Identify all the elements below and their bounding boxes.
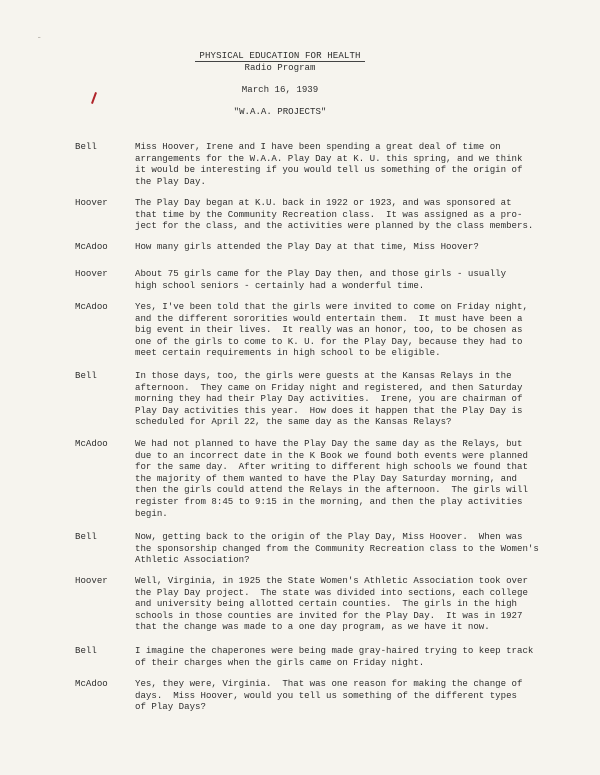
dialogue-line: the Play Day project. The state was divided into sections, each college: [135, 586, 528, 598]
speaker-name: McAdoo: [75, 438, 108, 449]
dialogue-line: schools in those counties are invited for the Play Day. It was in 1927: [135, 609, 523, 621]
speaker-name: McAdoo: [75, 241, 108, 252]
dialogue-line: morning they had their Play Day activities. Irene, you are chairman of: [135, 393, 523, 405]
dialogue-line: big event in their lives. It really was an honor, too, to be chosen as: [135, 324, 523, 336]
dialogue-line: that the change was made to a one day program, as we have it now.: [135, 621, 490, 633]
dialogue-line: one of the girls to come to K. U. for the Play Day, because they had to: [135, 335, 523, 347]
dialogue-line: The Play Day began at K.U. back in 1922 or 1923, and was sponsored at: [135, 197, 512, 208]
dialogue-line: begin.: [135, 507, 168, 519]
dialogue-line: I imagine the chaperones were being made gray-haired trying to keep track: [135, 645, 534, 656]
dialogue-line: register from 8:45 to 9:15 in the morning, and then the play activities: [135, 496, 523, 507]
speaker-name: Hoover: [75, 575, 108, 586]
speaker-name: McAdoo: [75, 678, 108, 689]
dialogue-line: days. Miss Hoover, would you tell us something of the different types: [135, 689, 517, 701]
document-subtitle: Radio Program: [244, 62, 316, 73]
dialogue-line: of Play Days?: [135, 701, 206, 713]
document-date: March 16, 1939: [241, 84, 319, 95]
dialogue-line: the sponsorship changed from the Community Recreation class to the Women's: [135, 542, 539, 554]
dialogue-line: due to an incorrect date in the K Book we found both events were planned: [135, 449, 528, 461]
document-topic: "W.A.A. PROJECTS": [233, 106, 327, 117]
dialogue-line: high school seniors - certainly had a wonderful time.: [135, 279, 425, 291]
speaker-name: Hoover: [75, 268, 108, 279]
dialogue-line: Now, getting back to the origin of the Play Day, Miss Hoover. When was: [135, 531, 523, 542]
dialogue-line: of their charges when the girls came on Friday night.: [135, 656, 425, 668]
speaker-name: McAdoo: [75, 301, 108, 312]
dialogue-line: afternoon. They came on Friday night and registered, and then Saturday: [135, 381, 523, 393]
document-title: PHYSICAL EDUCATION FOR HEALTH: [195, 50, 365, 62]
dialogue-line: the Play Day.: [135, 175, 206, 187]
speaker-name: Hoover: [75, 197, 108, 208]
dialogue-line: meet certain requirements in high school to be eligible.: [135, 347, 441, 359]
dialogue-line: Well, Virginia, in 1925 the State Women's Athletic Association took over: [135, 575, 528, 586]
corner-mark: ▬: [38, 36, 41, 40]
dialogue-line: that time by the Community Recreation class. It was assigned as a pro-: [135, 208, 523, 220]
dialogue-line: Miss Hoover, Irene and I have been spending a great deal of time on: [135, 141, 501, 152]
dialogue-line: for the same day. After writing to different high schools we found that: [135, 461, 528, 473]
dialogue-line: and the different sororities would entertain them. It must have been a: [135, 312, 523, 324]
dialogue-line: About 75 girls came for the Play Day then, and those girls - usually: [135, 268, 507, 279]
dialogue-line: Athletic Association?: [135, 554, 250, 566]
dialogue-line: arrangements for the W.A.A. Play Day at K. U. this spring, and we think: [135, 152, 523, 164]
speaker-name: Bell: [75, 531, 97, 542]
dialogue-line: Yes, I've been told that the girls were invited to come on Friday night,: [135, 301, 528, 312]
speaker-name: Bell: [75, 645, 97, 656]
dialogue-line: We had not planned to have the Play Day the same day as the Relays, but: [135, 438, 523, 449]
speaker-name: Bell: [75, 370, 97, 381]
dialogue-line: it would be interesting if you would tell us something of the origin of: [135, 164, 523, 176]
dialogue-line: Play Day activities this year. How does it happen that the Play Day is: [135, 404, 523, 416]
dialogue-line: and university being allotted certain counties. The girls in the high: [135, 598, 517, 610]
dialogue-line: scheduled for April 22, the same day as the Kansas Relays?: [135, 416, 452, 428]
dialogue-line: How many girls attended the Play Day at that time, Miss Hoover?: [135, 241, 479, 252]
dialogue-line: ject for the class, and the activities were planned by the class members.: [135, 220, 534, 232]
dialogue-line: In those days, too, the girls were guests at the Kansas Relays in the: [135, 370, 512, 381]
speaker-name: Bell: [75, 141, 97, 152]
dialogue-line: then the girls could attend the Relays in the afternoon. The girls will: [135, 484, 528, 496]
dialogue-line: Yes, they were, Virginia. That was one reason for making the change of: [135, 678, 523, 689]
dialogue-line: the majority of them wanted to have the Play Day Saturday morning, and: [135, 472, 517, 484]
